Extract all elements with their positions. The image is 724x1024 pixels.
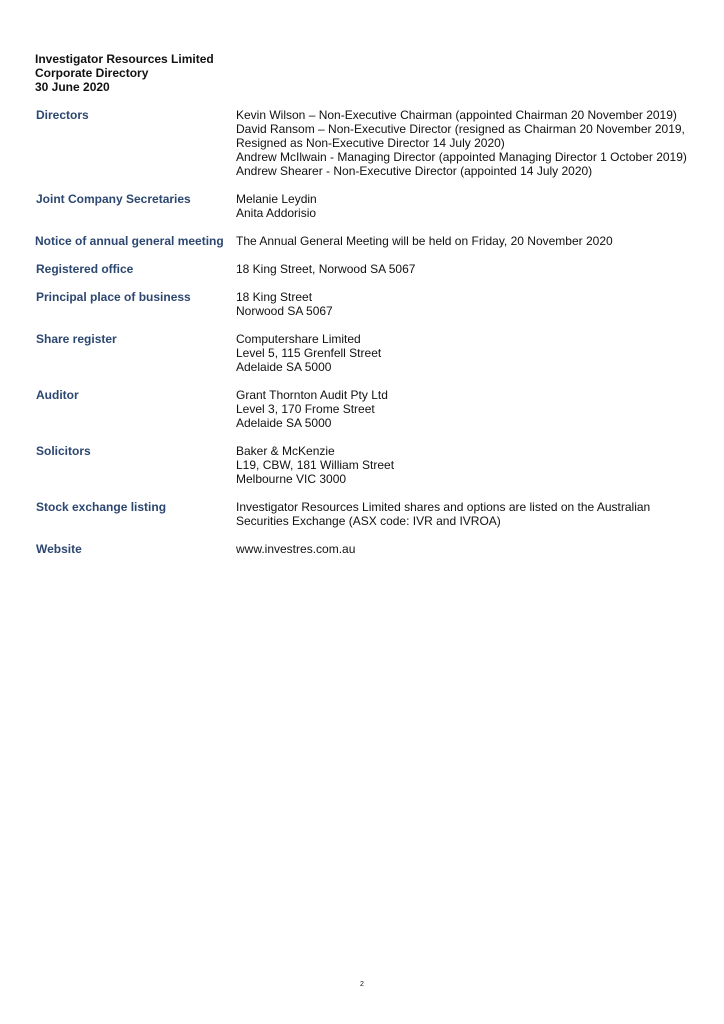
- page-header: [35, 52, 214, 94]
- address-line: Level 5, 115 Grenfell Street: [236, 346, 382, 360]
- website-link[interactable]: www.investres.com.au: [236, 542, 356, 556]
- row-value-share-register: [236, 332, 381, 374]
- row-label-solicitors: Solicitors: [36, 444, 91, 458]
- company-name: Investigator Resources Limited: [35, 52, 214, 66]
- report-title: Corporate Directory: [35, 66, 149, 80]
- address-line: Melbourne VIC 3000: [236, 472, 347, 486]
- address-line: Level 3, 170 Frome Street: [236, 402, 375, 416]
- agm-line: The Annual General Meeting will be held on Friday, 20 November 2020: [236, 234, 613, 248]
- page-number: 2: [360, 981, 364, 988]
- address-line: 18 King Street: [236, 290, 313, 304]
- row-label-share-register: Share register: [36, 332, 117, 346]
- director-line: Andrew McIlwain - Managing Director (appointed Managing Director 1 October 2019): [236, 150, 687, 164]
- address-line: Adelaide SA 5000: [236, 416, 332, 430]
- row-value-solicitors: [236, 444, 394, 486]
- row-value-principal-place: [236, 290, 333, 318]
- row-value-auditor: [236, 388, 388, 430]
- row-value-stock-exchange: [236, 500, 650, 528]
- director-line: Andrew Shearer - Non-Executive Director (appointed 14 July 2020): [236, 164, 593, 178]
- address-line: Grant Thornton Audit Pty Ltd: [236, 388, 388, 402]
- address-line: Norwood SA 5067: [236, 304, 333, 318]
- row-value-directors: [236, 108, 687, 178]
- address-line: Adelaide SA 5000: [236, 360, 332, 374]
- listing-line: Securities Exchange (ASX code: IVR and IVROA): [236, 514, 501, 528]
- row-label-stock-exchange: Stock exchange listing: [36, 500, 167, 514]
- row-value-company-secretaries: [236, 192, 317, 220]
- row-value-agm-notice: [236, 234, 613, 248]
- listing-line: Investigator Resources Limited shares and options are listed on the Australian: [236, 500, 651, 514]
- address-line: L19, CBW, 181 William Street: [236, 458, 395, 472]
- row-label-auditor: Auditor: [36, 388, 79, 402]
- row-label-registered-office: Registered office: [36, 262, 134, 276]
- secretary-line: Anita Addorisio: [236, 206, 317, 220]
- row-label-agm-notice: Notice of annual general meeting: [35, 234, 224, 248]
- row-value-registered-office: [236, 262, 415, 276]
- director-line: Kevin Wilson – Non-Executive Chairman (appointed Chairman 20 November 2019): [236, 108, 677, 122]
- address-line: Baker & McKenzie: [236, 444, 335, 458]
- address-line: 18 King Street, Norwood SA 5067: [236, 262, 416, 276]
- row-label-website: Website: [36, 542, 82, 556]
- row-label-principal-place: Principal place of business: [36, 290, 191, 304]
- row-value-website: [236, 542, 355, 556]
- report-date: 30 June 2020: [35, 80, 110, 94]
- row-label-company-secretaries: Joint Company Secretaries: [36, 192, 191, 206]
- secretary-line: Melanie Leydin: [236, 192, 317, 206]
- row-label-directors: Directors: [36, 108, 89, 122]
- director-line: Resigned as Non-Executive Director 14 July 2020): [236, 136, 505, 150]
- director-line: David Ransom – Non-Executive Director (resigned as Chairman 20 November 2019,: [236, 122, 685, 136]
- address-line: Computershare Limited: [236, 332, 361, 346]
